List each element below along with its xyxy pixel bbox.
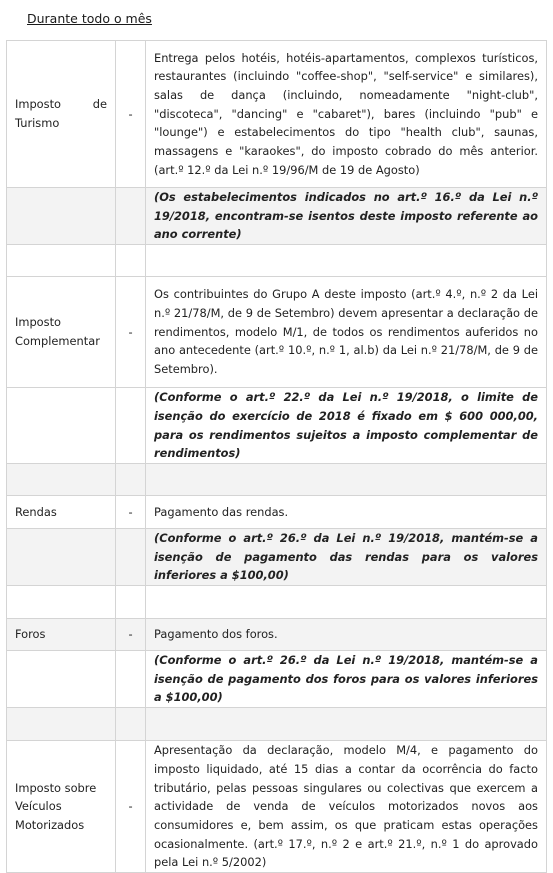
tax-name: Rendas <box>15 504 57 519</box>
tax-description: Entrega pelos hotéis, hotéis-apartamentos, complexos turísticos, restaurantes (incluindo "coffee-shop", "self-service" e similares), salas de dança (incluindo, nomeadamente "night-club", "discoteca", "dancing" e "cabaret"), bares (incluindo "pub" e "lounge") e estabelecimentos do tipo "health club", saunas, massagens e "karaokes", do imposto cobrado do mês anterior. (art.º 12.º da Lei n.º 19/96/M de 19 de Agosto) <box>146 41 547 188</box>
table-row <box>7 41 547 188</box>
tax-name-cell <box>7 741 116 873</box>
tax-description: Pagamento das rendas. <box>146 495 547 528</box>
tax-description: Pagamento dos foros. <box>146 619 547 651</box>
tax-name-cell <box>7 495 116 528</box>
tax-calendar-table <box>6 40 547 873</box>
empty-cell <box>7 463 116 495</box>
empty-cell <box>7 188 116 245</box>
spacer-row <box>7 586 547 619</box>
section-heading: Durante todo o mês <box>27 11 152 26</box>
empty-cell <box>116 188 146 245</box>
spacer-row <box>7 245 547 277</box>
empty-cell <box>116 463 146 495</box>
table-row <box>7 651 547 708</box>
dash-cell: - <box>116 741 146 873</box>
tax-name: Imposto sobre Veículos Motorizados <box>15 780 97 832</box>
dash-cell: - <box>116 495 146 528</box>
table-row <box>7 388 547 464</box>
spacer-row <box>7 708 547 741</box>
tax-name-cell <box>7 41 116 188</box>
empty-cell <box>7 528 116 585</box>
tax-name: Foros <box>15 627 46 642</box>
empty-cell <box>7 708 116 741</box>
empty-cell <box>7 245 116 277</box>
empty-cell <box>7 651 116 708</box>
dash-cell: - <box>116 41 146 188</box>
empty-cell <box>116 651 146 708</box>
tax-name: Imposto de Turismo <box>15 97 107 130</box>
table-row <box>7 495 547 528</box>
empty-cell <box>146 463 547 495</box>
tax-name: Imposto Complementar <box>15 315 100 349</box>
tax-name-cell <box>7 277 116 388</box>
exemption-note: (Conforme o art.º 26.º da Lei n.º 19/2018, mantém-se a isenção de pagamento dos foros para os valores inferiores a $100,00) <box>146 651 547 708</box>
empty-cell <box>7 388 116 464</box>
tax-description: Os contribuintes do Grupo A deste imposto (art.º 4.º, n.º 2 da Lei n.º 21/78/M, de 9 de Setembro) devem apresentar a declaração de rendimentos, modelo M/1, de todos os rendimentos auferidos no ano antecedente (art.º 10.º, n.º 1, al.b) da Lei n.º 21/78/M, de 9 de Setembro). <box>146 277 547 388</box>
dash-cell: - <box>116 277 146 388</box>
spacer-row <box>7 463 547 495</box>
tax-name-cell <box>7 619 116 651</box>
empty-cell <box>146 245 547 277</box>
empty-cell <box>116 528 146 585</box>
table-row <box>7 188 547 245</box>
empty-cell <box>116 388 146 464</box>
exemption-note: (Os estabelecimentos indicados no art.º 16.º da Lei n.º 19/2018, encontram-se isentos deste imposto referente ao ano corrente) <box>146 188 547 245</box>
exemption-note: (Conforme o art.º 26.º da Lei n.º 19/2018, mantém-se a isenção de pagamento das rendas para os valores inferiores a $100,00) <box>146 528 547 585</box>
table-row <box>7 528 547 585</box>
table-row <box>7 619 547 651</box>
empty-cell <box>146 708 547 741</box>
exemption-note: (Conforme o art.º 22.º da Lei n.º 19/2018, o limite de isenção do exercício de 2018 é fixado em $ 600 000,00, para os rendimentos sujeitos a imposto complementar de rendimentos) <box>146 388 547 464</box>
tax-description: Apresentação da declaração, modelo M/4, e pagamento do imposto liquidado, até 15 dias a contar da ocorrência do facto tributário, pelas pessoas singulares ou colectivas que exercem a actividade de venda de veículos motorizados novos aos consumidores e, bem assim, os que praticam estas operações ocasionalmente. (art.º 17.º, n.º 2 e art.º 21.º, n.º 1 do aprovado pela Lei n.º 5/2002) <box>146 741 547 873</box>
dash-cell: - <box>116 619 146 651</box>
empty-cell <box>116 708 146 741</box>
empty-cell <box>116 245 146 277</box>
empty-cell <box>116 586 146 619</box>
empty-cell <box>7 586 116 619</box>
empty-cell <box>146 586 547 619</box>
table-row <box>7 741 547 873</box>
table-row <box>7 277 547 388</box>
